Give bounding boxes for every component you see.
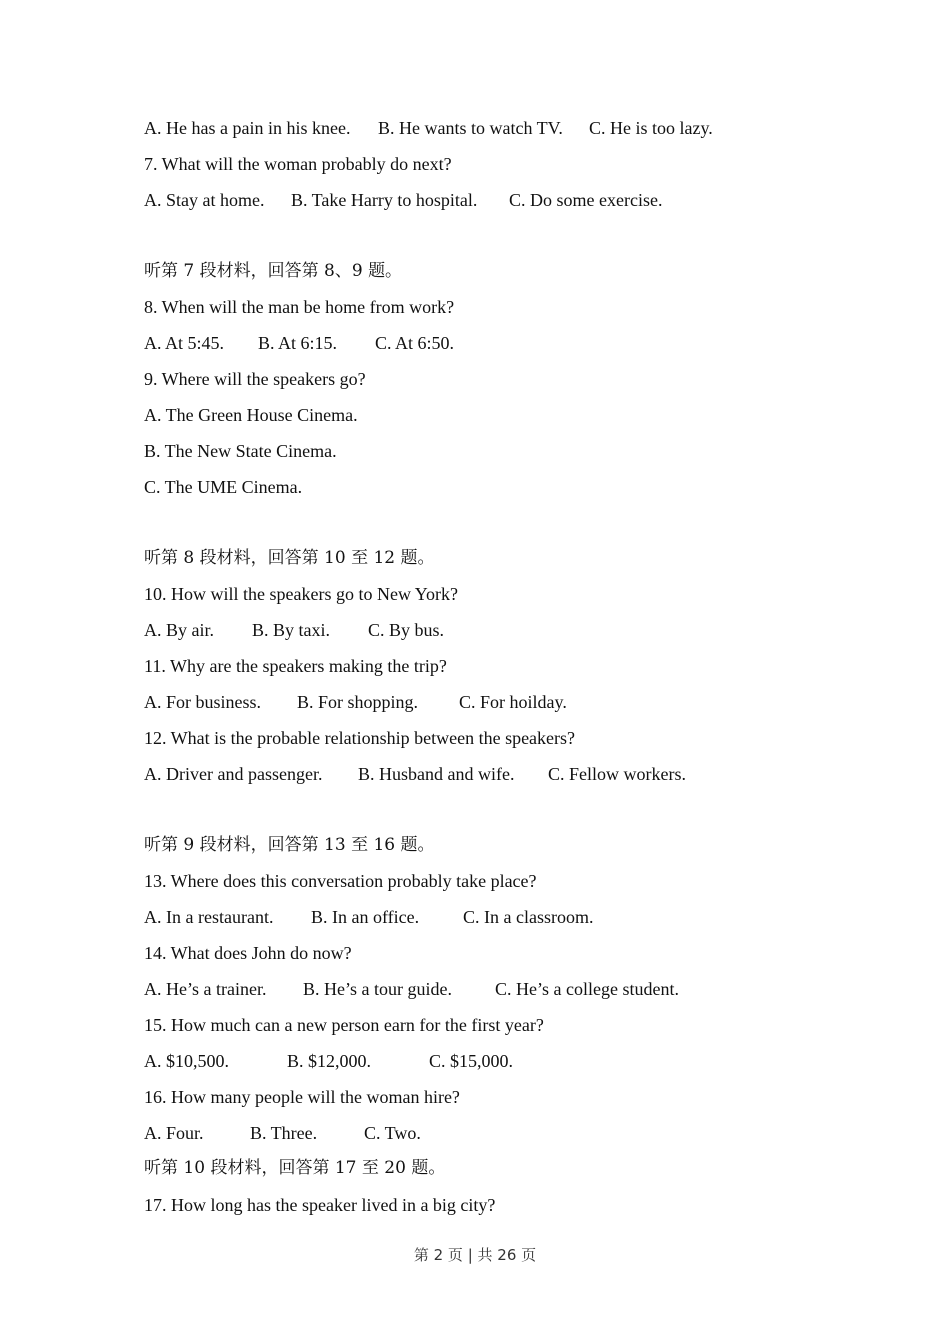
option-c: C. $15,000. (429, 1051, 514, 1071)
section-text: 听第 8 段材料，回答第 10 至 12 题。 (144, 548, 435, 568)
question-text: 8. When will the man be home from work? (144, 297, 455, 317)
question-text: 14. What does John do now? (144, 943, 352, 963)
option-a: C. The UME Cinema. (144, 477, 303, 497)
section-text: 听第 7 段材料，回答第 8、9 题。 (144, 261, 403, 281)
option-a: A. For business. (144, 692, 262, 712)
option-a: A. He has a pain in his knee. (144, 118, 351, 138)
option-a: A. The Green House Cinema. (144, 405, 358, 425)
page-footer: 第 2 页 | 共 26 页 (413, 1246, 537, 1264)
option-b: B. Take Harry to hospital. (291, 190, 478, 210)
option-c: C. He’s a college student. (495, 979, 679, 999)
option-a: A. He’s a trainer. (144, 979, 267, 999)
question-text: 11. Why are the speakers making the trip? (144, 656, 447, 676)
option-c: C. By bus. (368, 620, 445, 640)
option-b: B. He wants to watch TV. (378, 118, 563, 138)
option-b: B. By taxi. (252, 620, 331, 640)
option-a: A. $10,500. (144, 1051, 229, 1071)
question-text: 9. Where will the speakers go? (144, 369, 366, 389)
option-b: B. $12,000. (287, 1051, 372, 1071)
option-b: B. For shopping. (297, 692, 419, 712)
option-c: C. Fellow workers. (548, 764, 686, 784)
option-b: B. Husband and wife. (358, 764, 515, 784)
option-c: C. In a classroom. (463, 907, 594, 927)
option-b: B. Three. (250, 1123, 318, 1143)
option-a: A. Four. (144, 1123, 204, 1143)
option-c: C. Two. (364, 1123, 421, 1143)
option-a: B. The New State Cinema. (144, 441, 337, 461)
option-a: A. Stay at home. (144, 190, 265, 210)
question-text: 17. How long has the speaker lived in a big city? (144, 1195, 496, 1215)
option-b: B. He’s a tour guide. (303, 979, 452, 999)
option-b: B. In an office. (311, 907, 420, 927)
option-a: A. At 5:45. (144, 333, 225, 353)
option-b: B. At 6:15. (258, 333, 338, 353)
question-text: 16. How many people will the woman hire? (144, 1087, 460, 1107)
option-c: C. Do some exercise. (509, 190, 663, 210)
question-text: 12. What is the probable relationship between the speakers? (144, 728, 576, 748)
question-text: 15. How much can a new person earn for the first year? (144, 1015, 544, 1035)
option-c: C. He is too lazy. (589, 118, 713, 138)
option-c: C. For hoilday. (459, 692, 567, 712)
option-a: A. By air. (144, 620, 214, 640)
section-text: 听第 9 段材料，回答第 13 至 16 题。 (144, 835, 435, 855)
question-text: 7. What will the woman probably do next? (144, 154, 452, 174)
option-a: A. In a restaurant. (144, 907, 274, 927)
option-a: A. Driver and passenger. (144, 764, 323, 784)
option-c: C. At 6:50. (375, 333, 455, 353)
question-text: 10. How will the speakers go to New York? (144, 584, 458, 604)
question-text: 13. Where does this conversation probably take place? (144, 871, 537, 891)
section-text: 听第 10 段材料，回答第 17 至 20 题。 (144, 1158, 446, 1178)
